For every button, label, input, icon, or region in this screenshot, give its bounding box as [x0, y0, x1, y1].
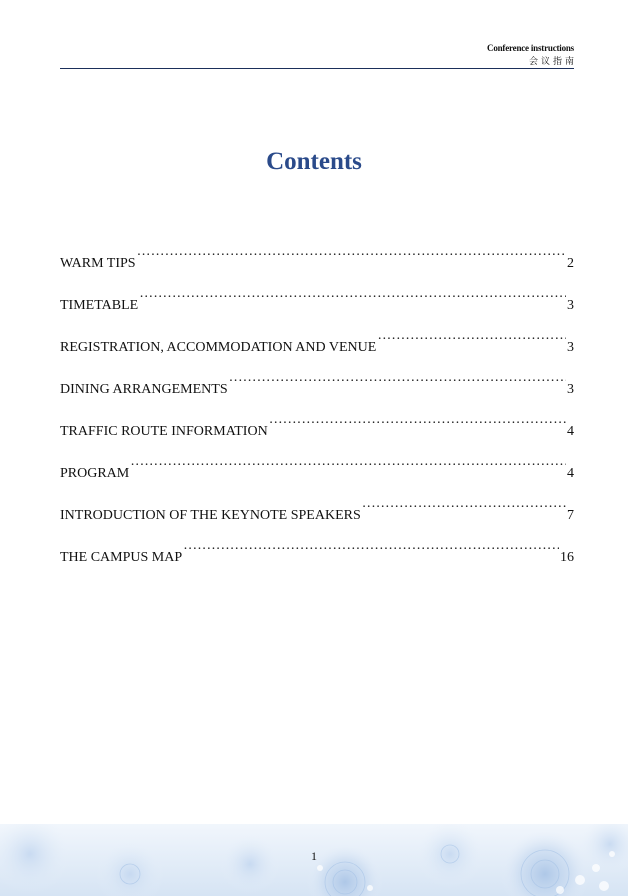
toc-entry[interactable]: [60, 539, 574, 581]
toc-entry-label: INTRODUCTION OF THE KEYNOTE SPEAKERS: [60, 508, 361, 523]
toc-entry-label: TRAFFIC ROUTE INFORMATION: [60, 424, 268, 439]
toc-entry-page-number: 3: [567, 340, 574, 355]
toc-entry-page-number: 4: [567, 424, 574, 439]
toc-entry[interactable]: [60, 455, 574, 497]
page-title: Contents: [266, 148, 362, 175]
toc-entry-label: WARM TIPS: [60, 256, 136, 271]
toc-entry[interactable]: [60, 497, 574, 539]
toc-entry-page-number: 16: [560, 550, 574, 565]
toc-entry-page-number: 7: [567, 508, 574, 523]
toc-entry[interactable]: [60, 329, 574, 371]
table-of-contents: [60, 245, 574, 581]
toc-entry-label: DINING ARRANGEMENTS: [60, 382, 228, 397]
header-rule: [60, 68, 574, 69]
toc-entry-page-number: 2: [567, 256, 574, 271]
toc-entry-page-number: 3: [567, 298, 574, 313]
toc-dot-leader: [376, 329, 566, 351]
toc-dot-leader: [138, 287, 566, 309]
toc-entry-label: PROGRAM: [60, 466, 130, 481]
header-title-cn: 会议指南: [528, 56, 577, 66]
toc-dot-leader: [129, 455, 566, 477]
toc-dot-leader: [136, 245, 566, 267]
running-header: [487, 42, 577, 67]
toc-dot-leader: [268, 413, 566, 435]
toc-entry-label: TIMETABLE: [60, 298, 139, 313]
header-title-en: Conference instructions: [487, 43, 574, 53]
toc-entry-label: REGISTRATION, ACCOMMODATION AND VENUE: [60, 340, 377, 355]
page-number: 1: [311, 849, 317, 863]
toc-entry[interactable]: [60, 371, 574, 413]
toc-entry-page-number: 3: [567, 382, 574, 397]
toc-entry[interactable]: [60, 287, 574, 329]
toc-dot-leader: [361, 497, 566, 519]
toc-entry-label: THE CAMPUS MAP: [60, 550, 183, 565]
toc-entry[interactable]: [60, 245, 574, 287]
toc-dot-leader: [182, 539, 559, 561]
toc-entry[interactable]: [60, 413, 574, 455]
toc-entry-page-number: 4: [567, 466, 574, 481]
toc-dot-leader: [228, 371, 566, 393]
